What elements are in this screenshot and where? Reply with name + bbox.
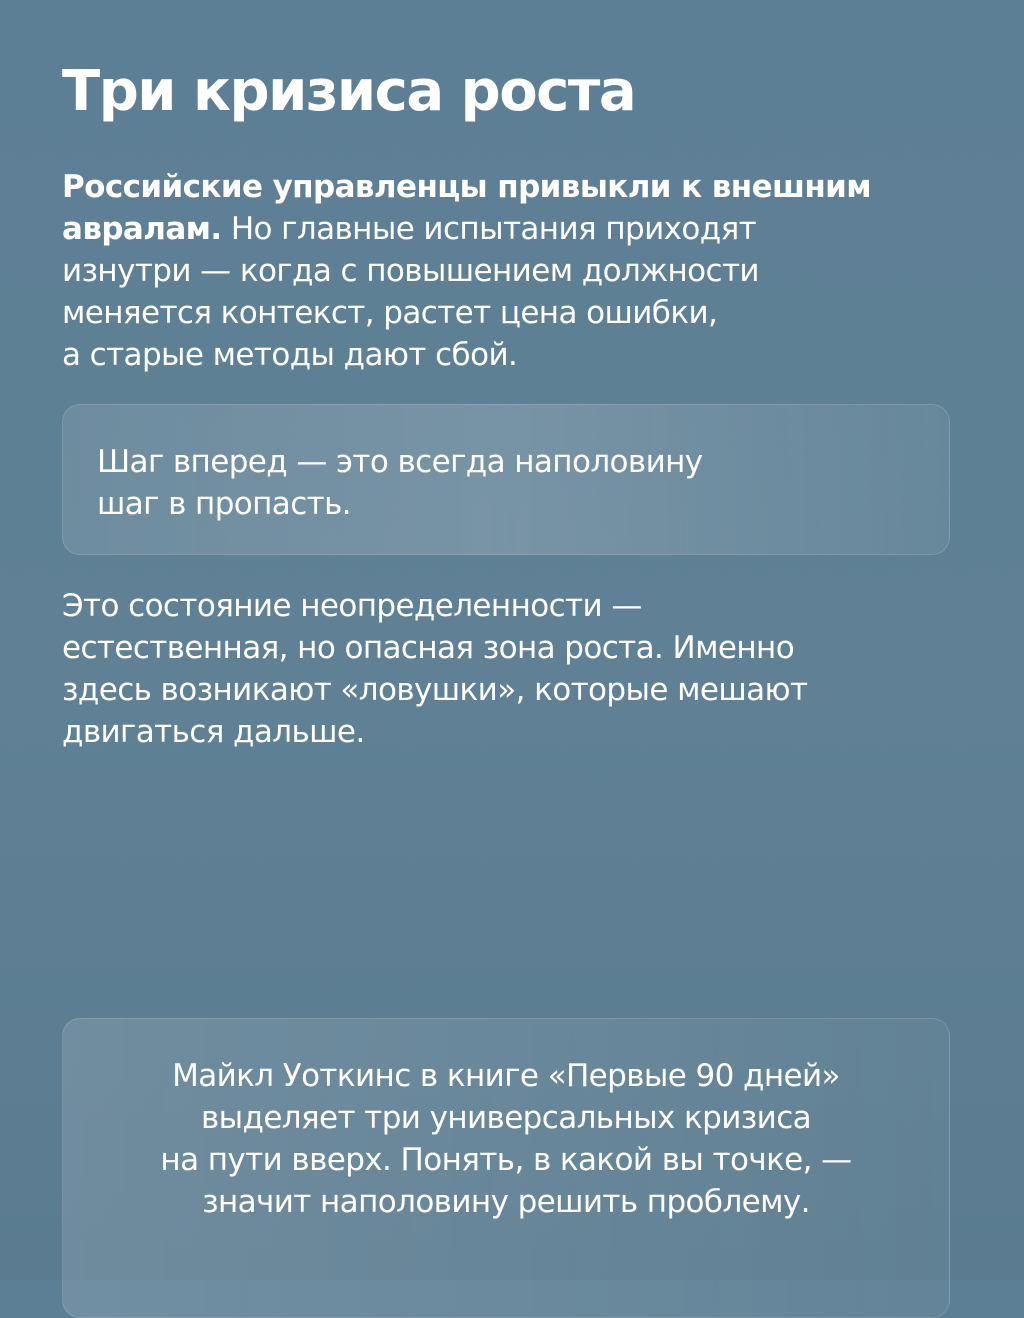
intro-lead: Российские управленцы привыкли к внешним авралам.	[62, 169, 872, 247]
quote-card	[62, 404, 950, 555]
quote-text: Шаг вперед — это всегда наполовину шаг в пропасть.	[97, 444, 703, 522]
page-title: Три кризиса роста	[62, 59, 636, 124]
book-note-text: Майкл Уоткинс в книге «Первые 90 дней» выделяет три универсальных кризиса на пути вверх. Понять, в какой вы точке, — значит наполовину решить проблему.	[160, 1058, 852, 1220]
book-note-card	[62, 1018, 950, 1318]
intro-text: Но главные испытания приходят изнутри — когда с повышением должности меняется контекст, растет цена ошибки, а старые методы дают сбой.	[62, 211, 759, 373]
body-paragraph: Это состояние неопределенности — естественная, но опасная зона роста. Именно здесь возникают «ловушки», которые мешают двигаться дальше.	[62, 588, 808, 750]
intro-paragraph	[62, 166, 962, 376]
